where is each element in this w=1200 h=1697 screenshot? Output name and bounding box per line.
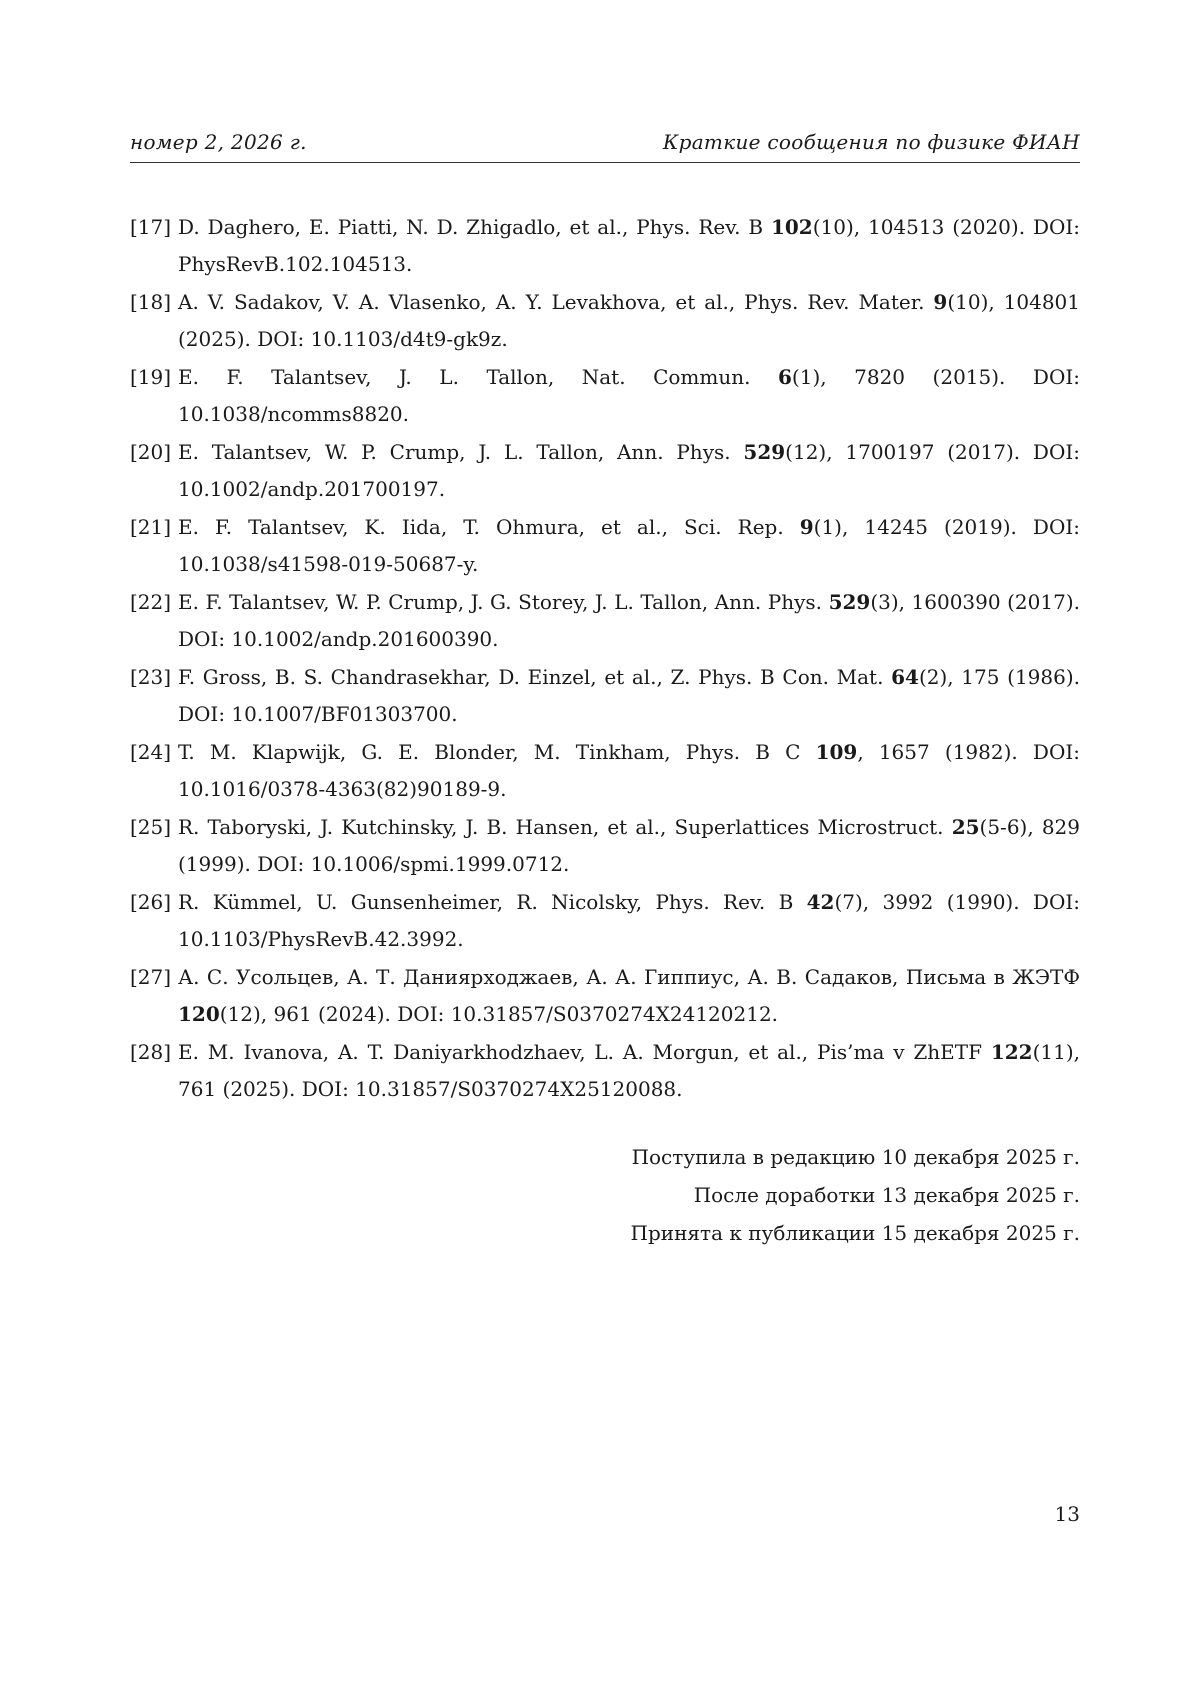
reference-details: (1), 7820 (2015). DOI: 10.1038/ncomms8820. <box>178 365 1080 426</box>
reference-number: [27] <box>130 965 172 989</box>
reference-number: [21] <box>130 515 172 539</box>
issue-label: номер 2, 2026 г. <box>130 130 307 154</box>
reference-details: , 1657 (1982). DOI: 10.1016/0378-4363(82)90189-9. <box>178 740 1080 801</box>
reference-details: (10), 104513 (2020). DOI: PhysRevB.102.104513. <box>178 215 1081 276</box>
reference-authors-journal: А. С. Усольцев, А. Т. Даниярходжаев, А. А. Гиппиус, А. В. Садаков, Письма в ЖЭТФ <box>178 965 1080 989</box>
reference-volume: 529 <box>743 440 786 464</box>
reference-item <box>130 1034 1080 1108</box>
reference-text <box>178 359 1080 433</box>
reference-details: (12), 961 (2024). DOI: 10.31857/S0370274X24120212. <box>219 1002 779 1026</box>
reference-details: (12), 1700197 (2017). DOI: 10.1002/andp.201700197. <box>178 440 1080 501</box>
reference-item <box>130 659 1080 733</box>
reference-text <box>178 1034 1080 1108</box>
reference-details: (1), 14245 (2019). DOI: 10.1038/s41598-019-50687-y. <box>178 515 1080 576</box>
reference-text <box>178 734 1080 808</box>
reference-volume: 120 <box>178 1002 220 1026</box>
running-header <box>130 130 1080 163</box>
reference-text <box>178 209 1080 283</box>
reference-authors-journal: E. F. Talantsev, W. P. Crump, J. G. Storey, J. L. Tallon, Ann. Phys. <box>178 590 829 614</box>
reference-item <box>130 509 1080 583</box>
reference-volume: 102 <box>770 215 813 239</box>
reference-number: [23] <box>130 665 172 689</box>
reference-list <box>130 209 1080 1109</box>
reference-text <box>178 584 1080 658</box>
reference-authors-journal: F. Gross, B. S. Chandrasekhar, D. Einzel, et al., Z. Phys. B Con. Mat. <box>178 665 892 689</box>
reference-text <box>178 659 1080 733</box>
reference-volume: 9 <box>799 515 814 539</box>
reference-details: (11), 761 (2025). DOI: 10.31857/S0370274X25120088. <box>178 1040 1080 1101</box>
reference-item <box>130 734 1080 808</box>
reference-number: [24] <box>130 740 172 764</box>
reference-number: [22] <box>130 590 172 614</box>
submission-dates <box>480 1138 1080 1252</box>
reference-text <box>178 884 1080 958</box>
reference-authors-journal: E. F. Talantsev, J. L. Tallon, Nat. Commun. <box>178 365 778 389</box>
reference-details: (7), 3992 (1990). DOI: 10.1103/PhysRevB.42.3992. <box>178 890 1081 951</box>
reference-authors-journal: E. M. Ivanova, A. T. Daniyarkhodzhaev, L. A. Morgun, et al., Pis’ma v ZhETF <box>178 1040 991 1064</box>
reference-volume: 42 <box>806 890 835 914</box>
reference-authors-journal: T. M. Klapwijk, G. E. Blonder, M. Tinkham, Phys. B C <box>178 740 816 764</box>
revised-date: После доработки 13 декабря 2025 г. <box>693 1183 1080 1207</box>
reference-authors-journal: A. V. Sadakov, V. A. Vlasenko, A. Y. Levakhova, et al., Phys. Rev. Mater. <box>178 290 934 314</box>
reference-volume: 64 <box>891 665 919 689</box>
reference-number: [26] <box>130 890 172 914</box>
page-number: 13 <box>1054 1502 1080 1526</box>
reference-details: (10), 104801 (2025). DOI: 10.1103/d4t9-gk9z. <box>178 290 1081 351</box>
reference-volume: 25 <box>951 815 980 839</box>
reference-text <box>178 434 1080 508</box>
reference-authors-journal: D. Daghero, E. Piatti, N. D. Zhigadlo, et al., Phys. Rev. B <box>178 215 771 239</box>
reference-authors-journal: E. F. Talantsev, K. Iida, T. Ohmura, et al., Sci. Rep. <box>178 515 800 539</box>
reference-details: (2), 175 (1986). DOI: 10.1007/BF01303700. <box>178 665 1080 726</box>
received-date: Поступила в редакцию 10 декабря 2025 г. <box>631 1145 1080 1169</box>
reference-number: [19] <box>130 365 172 389</box>
journal-title: Краткие сообщения по физике ФИАН <box>662 130 1080 154</box>
reference-item <box>130 884 1080 958</box>
reference-text <box>178 809 1080 883</box>
reference-item <box>130 284 1080 358</box>
reference-volume: 109 <box>815 740 858 764</box>
reference-authors-journal: E. Talantsev, W. P. Crump, J. L. Tallon, Ann. Phys. <box>178 440 744 464</box>
reference-details: (3), 1600390 (2017). DOI: 10.1002/andp.201600390. <box>178 590 1080 651</box>
reference-number: [25] <box>130 815 172 839</box>
reference-volume: 122 <box>990 1040 1033 1064</box>
reference-item <box>130 434 1080 508</box>
reference-text <box>178 509 1080 583</box>
reference-text <box>178 284 1080 358</box>
reference-item <box>130 809 1080 883</box>
reference-details: (5-6), 829 (1999). DOI: 10.1006/spmi.1999.0712. <box>178 815 1081 876</box>
accepted-date: Принята к публикации 15 декабря 2025 г. <box>630 1221 1080 1245</box>
reference-number: [17] <box>130 215 172 239</box>
reference-item <box>130 959 1080 1033</box>
reference-volume: 529 <box>828 590 871 614</box>
reference-number: [18] <box>130 290 172 314</box>
reference-text <box>178 959 1080 1033</box>
reference-number: [20] <box>130 440 172 464</box>
reference-volume: 9 <box>933 290 948 314</box>
reference-item <box>130 209 1080 283</box>
reference-authors-journal: R. Taboryski, J. Kutchinsky, J. B. Hansen, et al., Superlattices Microstruct. <box>178 815 952 839</box>
reference-number: [28] <box>130 1040 172 1064</box>
reference-authors-journal: R. Kümmel, U. Gunsenheimer, R. Nicolsky, Phys. Rev. B <box>178 890 807 914</box>
reference-item <box>130 584 1080 658</box>
reference-volume: 6 <box>778 365 792 389</box>
reference-item <box>130 359 1080 433</box>
